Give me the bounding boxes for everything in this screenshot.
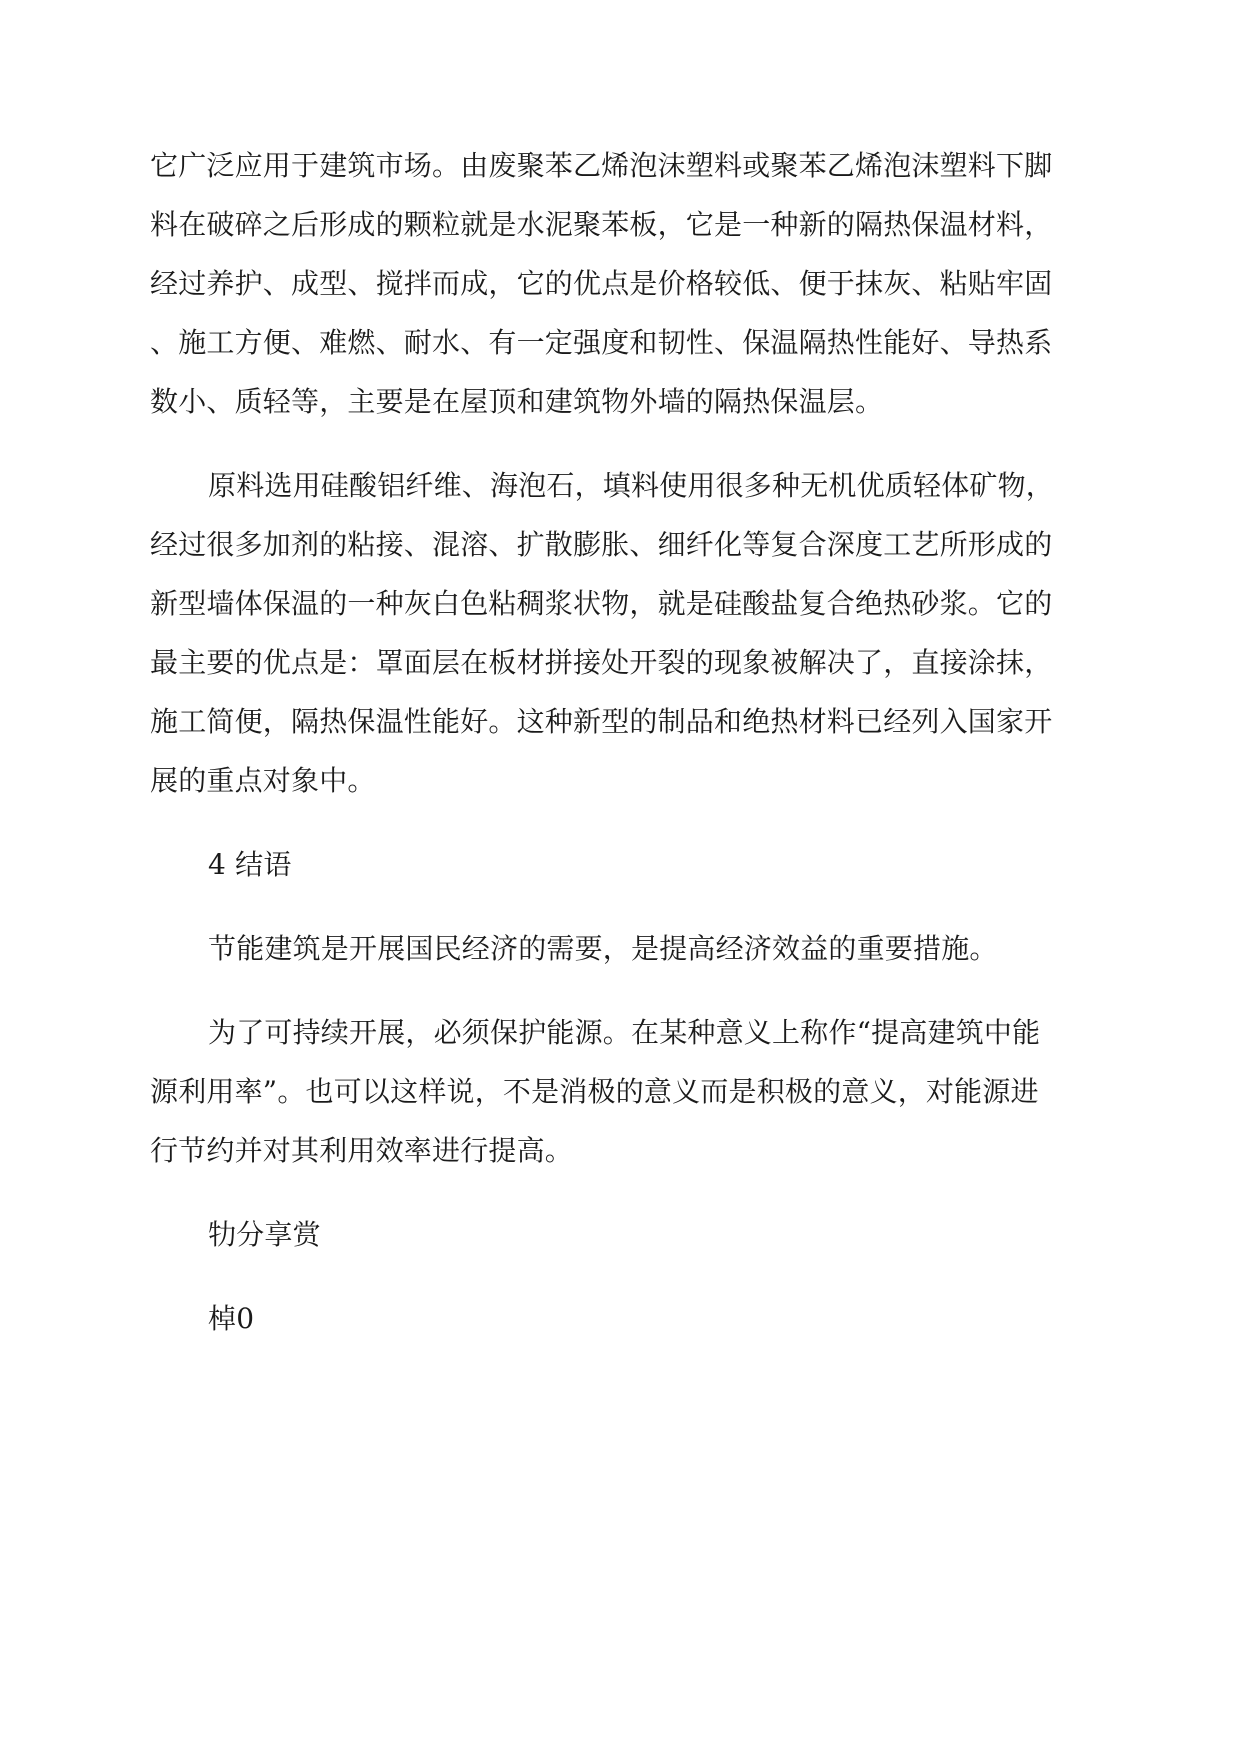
paragraph-line: 源利用率”。也可以这样说，不是消极的意义而是积极的意义，对能源进 <box>150 1075 1039 1108</box>
paragraph-line: 经过很多加剂的粘接、混溶、扩散膨胀、细纤化等复合深度工艺所形成的 <box>150 528 1053 561</box>
paragraph-line: 最主要的优点是：罩面层在板材拼接处开裂的现象被解决了，直接涂抹， <box>150 646 1053 679</box>
paragraph-line: 行节约并对其利用效率进行提高。 <box>150 1134 574 1167</box>
paragraph-cement-polystyrene-board <box>150 136 1085 431</box>
paragraph-line: 展的重点对象中。 <box>150 764 376 797</box>
footer-count-line: 棹0 <box>208 1302 255 1335</box>
paragraph-silicate-mortar <box>150 456 1085 810</box>
paragraph-energy-building-need <box>150 919 1085 978</box>
paragraph-line: 节能建筑是开展国民经济的需要，是提高经济效益的重要措施。 <box>208 932 998 965</box>
footer-share-line: 牞分享赏 <box>208 1218 321 1251</box>
paragraph-line: 、施工方便、难燃、耐水、有一定强度和韧性、保温隔热性能好、导热系 <box>150 326 1053 359</box>
paragraph-line: 为了可持续开展，必须保护能源。在某种意义上称作“提高建筑中能 <box>208 1016 1041 1049</box>
paragraph-line: 施工简便，隔热保温性能好。这种新型的制品和绝热材料已经列入国家开 <box>150 705 1053 738</box>
paragraph-line: 它广泛应用于建筑市场。由废聚苯乙烯泡沫塑料或聚苯乙烯泡沫塑料下脚 <box>150 149 1053 182</box>
paragraph-line: 数小、质轻等，主要是在屋顶和建筑物外墙的隔热保温层。 <box>150 385 884 418</box>
paragraph-line: 料在破碎之后形成的颗粒就是水泥聚苯板，它是一种新的隔热保温材料， <box>150 208 1053 241</box>
document-body <box>150 136 1085 1373</box>
paragraph-line: 经过养护、成型、搅拌而成，它的优点是价格较低、便于抹灰、粘贴牢固 <box>150 267 1053 300</box>
paragraph-sustainable-energy <box>150 1003 1085 1180</box>
paragraph-line: 原料选用硅酸铝纤维、海泡石，填料使用很多种无机优质轻体矿物， <box>208 469 1055 502</box>
paragraph-line: 新型墙体保温的一种灰白色粘稠浆状物，就是硅酸盐复合绝热砂浆。它的 <box>150 587 1053 620</box>
section-heading-conclusion: 4 结语 <box>208 848 292 881</box>
